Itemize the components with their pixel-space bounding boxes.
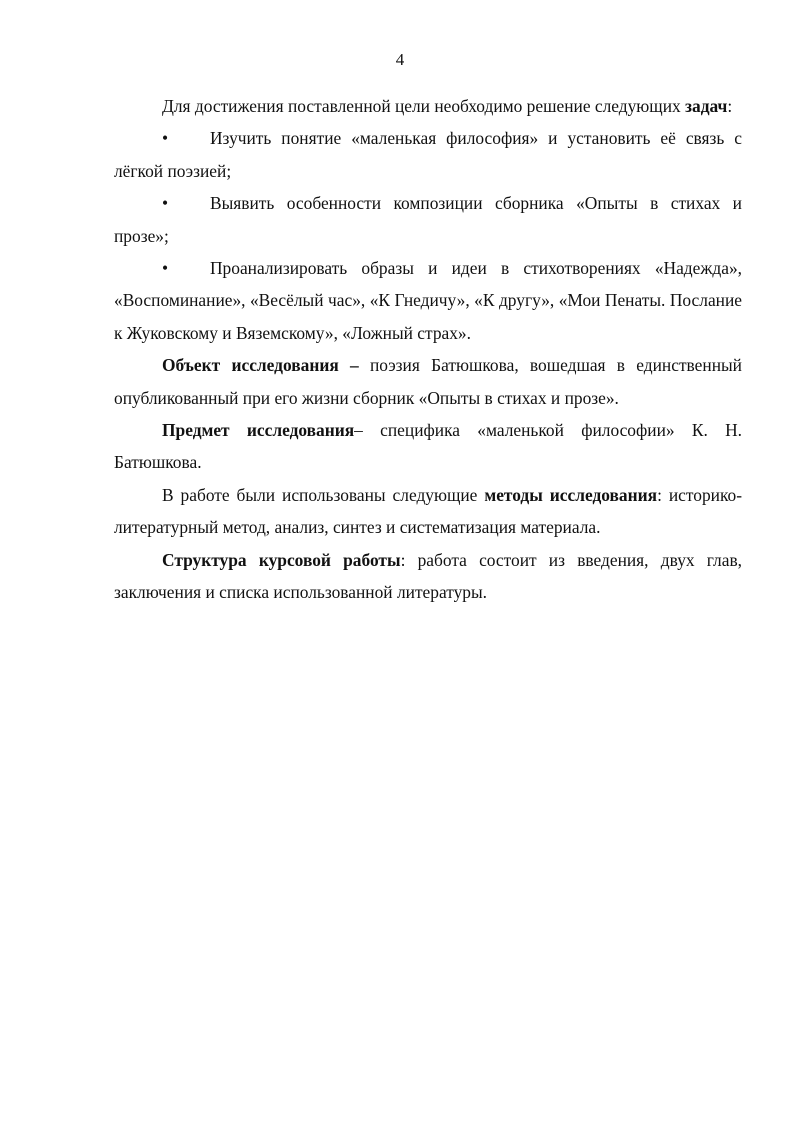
list-item (114, 187, 742, 252)
subject-text: – специфика «маленькой философии» К. Н. Батюшкова. (114, 420, 742, 473)
list-item-text: Изучить понятие «маленькая философия» и установить её связь с лёгкой поэзией; (114, 128, 742, 181)
list-item (114, 122, 742, 187)
bullet-icon: • (162, 258, 169, 279)
document-body (114, 90, 742, 609)
methods-heading: методы исследования (484, 484, 658, 505)
list-item-text: Проанализировать образы и идеи в стихотворениях «Надежда», «Воспоминание», «Весёлый час», «К Гнедичу», «К другу», «Мои Пенаты. Послание к Жуковскому и Вяземскому», «Ложный страх». (114, 258, 742, 343)
bullet-icon: • (162, 128, 169, 149)
tasks-intro-after: : (727, 96, 733, 116)
subject-heading: Предмет исследования (162, 420, 355, 441)
object-heading: Объект исследования – (162, 355, 359, 376)
structure-heading: Структура курсовой работы (162, 549, 401, 570)
list-item-text: Выявить особенности композиции сборника «Опыты в стихах и прозе»; (114, 193, 742, 246)
tasks-intro-text: Для достижения поставленной цели необходимо решение следующих (162, 96, 686, 116)
page-number: 4 (395, 50, 405, 69)
bullet-icon: • (162, 193, 169, 214)
tasks-intro-paragraph (114, 90, 742, 122)
structure-text: : работа состоит из введения, двух глав, заключения и списка использованной литературы. (114, 549, 742, 603)
methods-before: В работе были использованы следующие (162, 484, 485, 505)
list-item (114, 252, 742, 349)
structure-paragraph (114, 544, 742, 609)
tasks-intro-bold: задач (685, 96, 728, 116)
methods-paragraph (114, 479, 742, 544)
methods-after: : историко-литературный метод, анализ, синтез и систематизация материала. (114, 484, 742, 538)
subject-paragraph (114, 414, 742, 479)
object-text: поэзия Батюшкова, вошедшая в единственный опубликованный при его жизни сборник «Опыты в стихах и прозе». (114, 355, 742, 408)
object-paragraph (114, 349, 742, 414)
